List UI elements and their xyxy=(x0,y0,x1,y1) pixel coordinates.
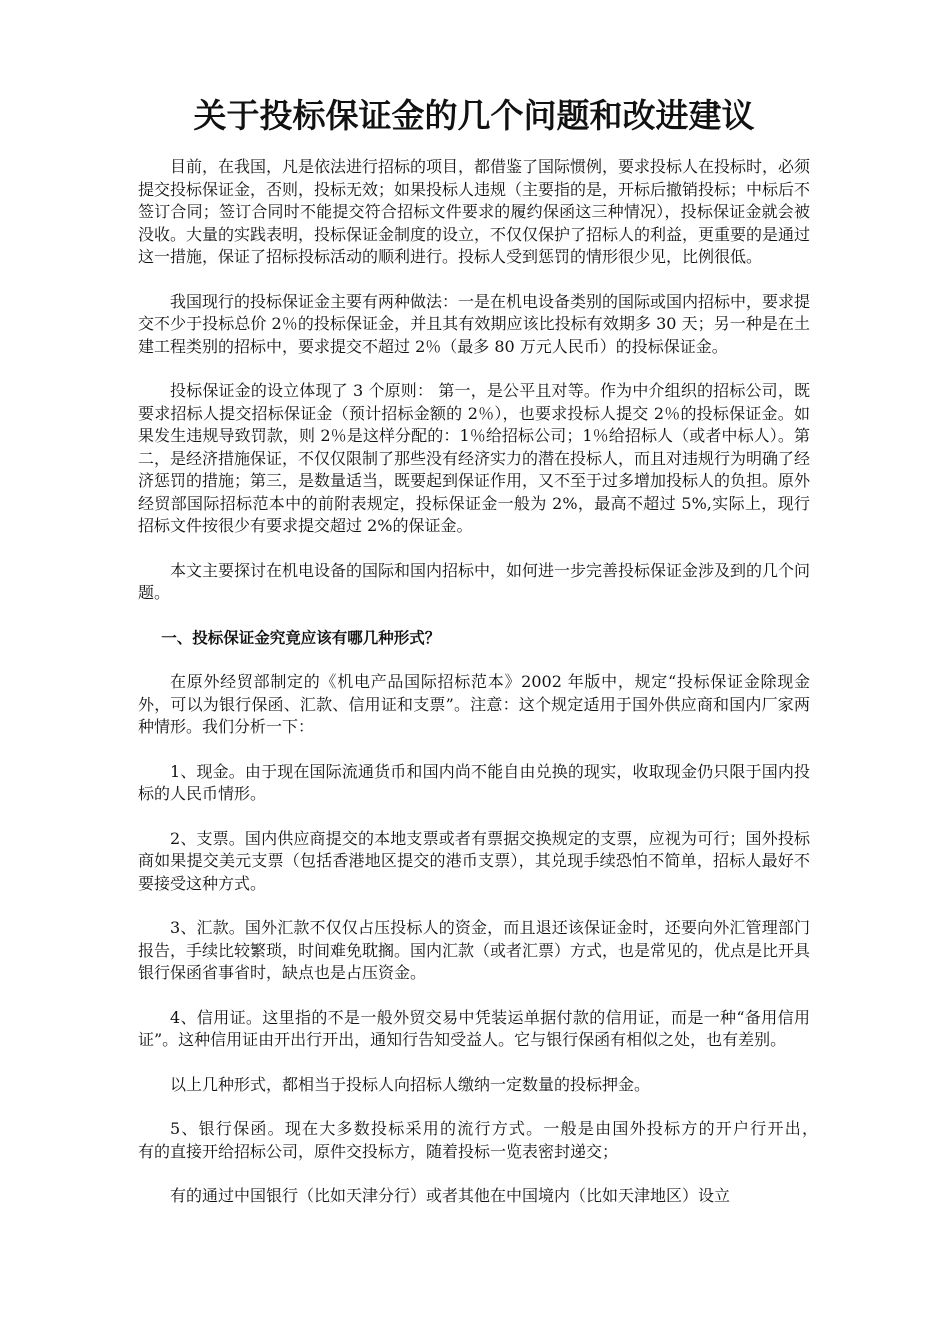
paragraph-cash: 1、现金。由于现在国际流通货币和国内尚不能自由兑换的现实，收取现金仍只限于国内投标的人民币情形。 xyxy=(138,761,810,803)
paragraph-model-text: 在原外经贸部制定的《机电产品国际招标范本》2002 年版中，规定“投标保证金除现金外，可以为银行保函、汇款、信用证和支票”。注意：这个规定适用于国外供应商和国内厂家两种情形。我们分析一下： xyxy=(138,672,810,736)
paragraph-summary: 以上几种形式，都相当于投标人向招标人缴纳一定数量的投标押金。 xyxy=(170,1074,651,1094)
paragraph-remittance: 3、汇款。国外汇款不仅仅占压投标人的资金，而且退还该保证金时，还要向外汇管理部门报告，手续比较繁琐，时间难免耽搁。国内汇款（或者汇票）方式，也是常见的，优点是比开具银行保函省事省时，缺点也是占压资金。 xyxy=(138,918,811,982)
paragraph-check: 2、支票。国内供应商提交的本地支票或者有票据交换规定的支票，应视为可行；国外投标商如果提交美元支票（包括香港地区提交的港币支票），其兑现手续恐怕不简单，招标人最好不要接受这种方式。 xyxy=(138,828,810,893)
document-title: 关于投标保证金的几个问题和改进建议 xyxy=(193,96,755,135)
paragraph-intro: 目前，在我国，凡是依法进行招标的项目，都借鉴了国际惯例，要求投标人在投标时，必须提交投标保证金，否则，投标无效；如果投标人违规（主要指的是，开标后撤销投标；中标后不签订合同；签订合同时不能提交符合招标文件要求的履约保函这三种情况），投标保证金就会被没收。大量的实践表明，投标保证金制度的设立，不仅仅保护了招标人的利益，更重要的是通过这一措施，保证了招标投标活动的顺利进行。投标人受到惩罚的情形很少见，比例很低。 xyxy=(138,157,811,266)
paragraph-current-practice: 我国现行的投标保证金主要有两种做法：一是在机电设备类别的国际或国内招标中，要求提交不少于投标总价 2％的投标保证金，并且其有效期应该比投标有效期多 30 天；另一种是在土建工程类别的招标中，要求提交不超过 2％（最多 80 万元人民币）的投标保证金。 xyxy=(138,291,811,356)
paragraph-letter-of-credit: 4、信用证。这里指的不是一般外贸交易中凭装运单据付款的信用证，而是一种“备用信用证”。这种信用证由开出行开出，通知行告知受益人。它与银行保函有相似之处，也有差别。 xyxy=(138,1007,810,1049)
section-heading-1: 一、投标保证金究竟应该有哪几种形式？ xyxy=(161,628,441,647)
paragraph-bank-guarantee: 5、银行保函。现在大多数投标采用的流行方式。一般是由国外投标方的开户行开出， 有的直接开给招标公司，原件交投标方，随着投标一览表密封递交； xyxy=(138,1119,843,1161)
document-page xyxy=(138,92,843,1230)
paragraph-scope: 本文主要探讨在机电设备的国际和国内招标中，如何进一步完善投标保证金涉及到的几个问题。 xyxy=(138,560,811,602)
paragraph-bank-guarantee-cont: 有的通过中国银行（比如天津分行）或者其他在中国境内（比如天津地区）设立 xyxy=(170,1186,731,1205)
paragraph-principles: 投标保证金的设立体现了 3 个原则： 第一，是公平且对等。作为中介组织的招标公司，既要求招标人提交招标保证金（预计招标金额的 2％），也要求投标人提交 2％的投标保证金。如果发生违规导致罚款，则 2％是这样分配的：1％给招标公司；1％给招标人（或者中标人）。第二，是经济措施保证，不仅仅限制了那些没有经济实力的潜在投标人，而且对违规行为明确了经济惩罚的措施；第三，是数量适当，既要起到保证作用，又不至于过多增加投标人的负担。原外经贸部国际招标范本中的前附表规定，投标保证金一般为 2%，最高不超过 5%,实际上，现行招标文件按很少有要求提交超过 2%的保证金。 xyxy=(138,381,811,535)
